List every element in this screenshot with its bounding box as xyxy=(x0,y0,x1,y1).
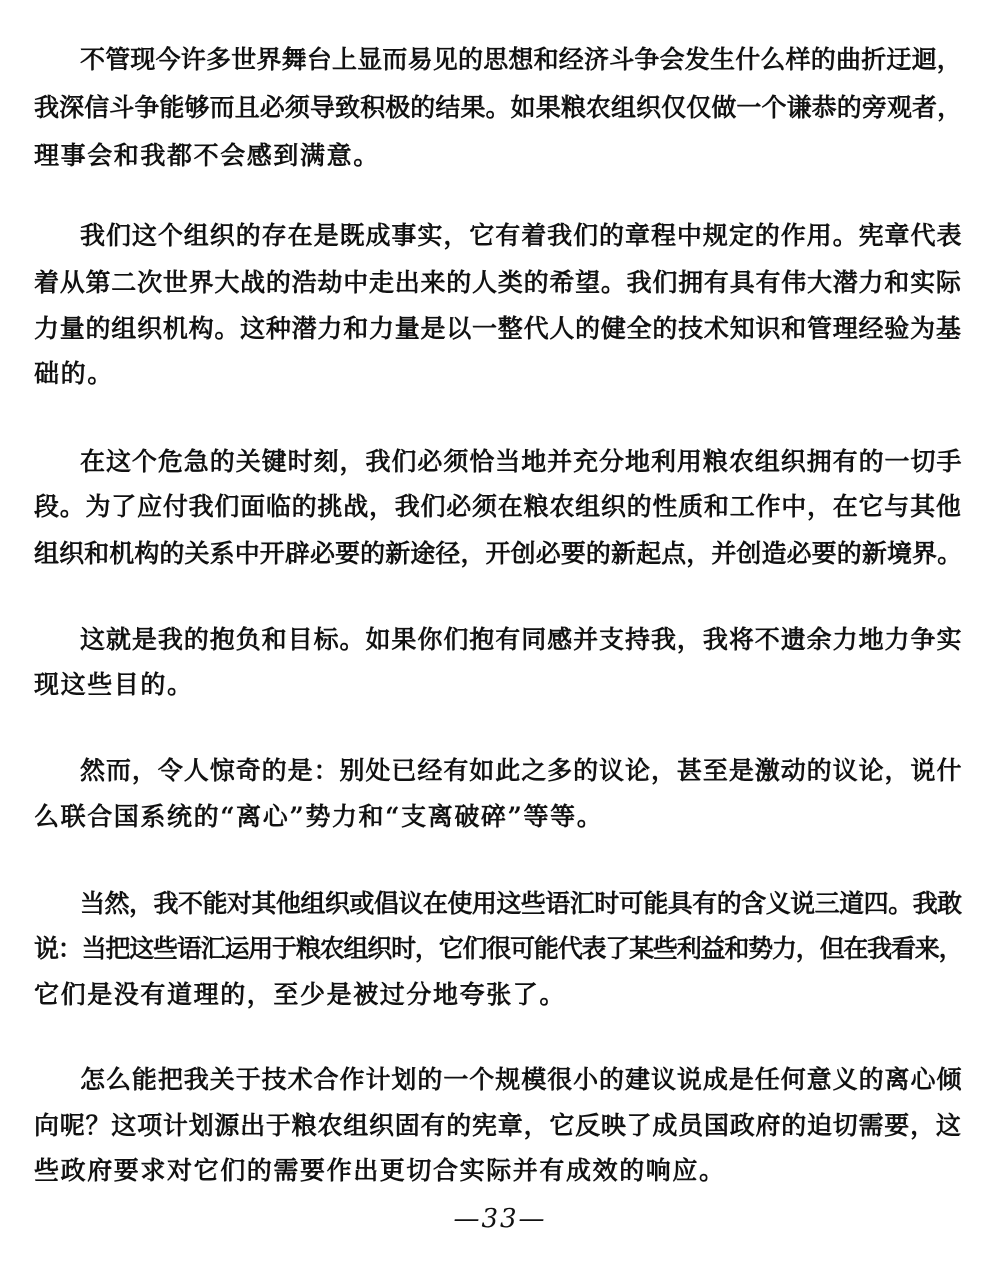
paragraph-line: 段。为了应付我们面临的挑战，我们必须在粮农组织的性质和工作中，在它与其他 xyxy=(34,492,962,521)
paragraph-line: 说：当把这些语汇运用于粮农组织时，它们很可能代表了某些利益和势力，但在我看来， xyxy=(34,934,963,963)
paragraph-line: 着从第二次世界大战的浩劫中走出来的人类的希望。我们拥有具有伟大潜力和实际 xyxy=(34,268,962,297)
paragraph-line: 组织和机构的关系中开辟必要的新途径，开创必要的新起点，并创造必要的新境界。 xyxy=(34,539,963,568)
paragraph-line: 在这个危急的关键时刻，我们必须恰当地并充分地利用粮农组织拥有的一切手 xyxy=(80,447,963,476)
paragraph-line: 些政府要求对它们的需要作出更切合实际并有成效的响应。 xyxy=(34,1156,726,1185)
paragraph-line: 然而，令人惊奇的是：别处已经有如此之多的议论，甚至是激动的议论，说什 xyxy=(80,756,963,785)
paragraph-line: 向呢？这项计划源出于粮农组织固有的宪章，它反映了成员国政府的迫切需要，这 xyxy=(34,1111,962,1140)
paragraph-line: 它们是没有道理的，至少是被过分地夸张了。 xyxy=(34,980,567,1009)
paragraph-line: 理事会和我都不会感到满意。 xyxy=(34,141,380,170)
paragraph-line: 么联合国系统的“离心”势力和“支离破碎”等等。 xyxy=(34,802,604,831)
paragraph-line: 础的。 xyxy=(34,359,114,388)
paragraph-line: 力量的组织机构。这种潜力和力量是以一整代人的健全的技术知识和管理经验为基 xyxy=(34,314,962,343)
paragraph-line: 现这些目的。 xyxy=(34,670,194,699)
paragraph-line: 这就是我的抱负和目标。如果你们抱有同感并支持我，我将不遗余力地力争实 xyxy=(80,625,963,654)
paragraph-line: 当然，我不能对其他组织或倡议在使用这些语汇时可能具有的含义说三道四。我敢 xyxy=(80,889,962,918)
paragraph-line: 不管现今许多世界舞台上显而易见的思想和经济斗争会发生什么样的曲折迂迴， xyxy=(80,45,963,74)
paragraph-line: 我们这个组织的存在是既成事实，它有着我们的章程中规定的作用。宪章代表 xyxy=(80,221,963,250)
page-number: —33— xyxy=(453,1204,547,1234)
paragraph-line: 我深信斗争能够而且必须导致积极的结果。如果粮农组织仅仅做一个谦恭的旁观者， xyxy=(34,93,963,122)
paragraph-line: 怎么能把我关于技术合作计划的一个规模很小的建议说成是任何意义的离心倾 xyxy=(80,1065,963,1094)
